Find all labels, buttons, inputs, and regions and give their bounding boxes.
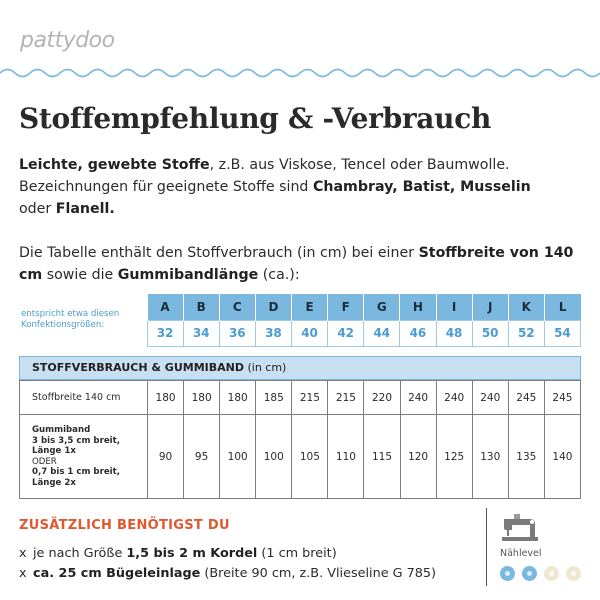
size-number: 50 xyxy=(472,320,508,346)
table-cell: 95 xyxy=(184,415,220,499)
table-intro-bold-2: Gummibandlänge xyxy=(117,267,259,283)
elastic-line-1: Gummiband xyxy=(32,425,91,435)
size-letter: G xyxy=(364,294,400,320)
item-pre: je nach Größe xyxy=(33,546,127,561)
size-label: entspricht etwa diesen Konfektionsgrößen: xyxy=(21,309,120,330)
level-dot-center xyxy=(571,571,576,576)
extra-list xyxy=(19,544,436,584)
table-cell: 120 xyxy=(400,415,436,499)
sewing-machine-icon xyxy=(500,510,540,544)
table-intro-post: (ca.): xyxy=(258,267,300,283)
elastic-line-3: Länge 1x xyxy=(32,446,76,456)
table-cell: 115 xyxy=(364,415,400,499)
size-letter: D xyxy=(255,294,291,320)
table-cell: 240 xyxy=(436,381,472,415)
table-cell: 110 xyxy=(328,415,364,499)
list-item xyxy=(19,544,436,564)
table-intro-mid: sowie die xyxy=(42,267,118,283)
table-cell: 180 xyxy=(220,381,256,415)
size-letter: A xyxy=(147,294,183,320)
table-cell: 180 xyxy=(148,381,184,415)
size-letter: I xyxy=(436,294,472,320)
table-row xyxy=(20,415,581,499)
size-number: 34 xyxy=(183,320,219,346)
vertical-divider xyxy=(486,508,487,586)
extra-title: ZUSÄTZLICH BENÖTIGST DU xyxy=(19,518,230,533)
table-cell: 100 xyxy=(256,415,292,499)
table-cell: 140 xyxy=(544,415,580,499)
table-cell: 245 xyxy=(508,381,544,415)
level-dot xyxy=(500,566,515,581)
page-title: Stoffempfehlung & -Verbrauch xyxy=(19,102,492,135)
size-letter: J xyxy=(472,294,508,320)
size-number: 44 xyxy=(364,320,400,346)
table-intro-bold-1: Stoffbreite von 140 cm xyxy=(19,245,574,283)
list-item xyxy=(19,564,436,584)
size-number: 42 xyxy=(328,320,364,346)
table-cell: 105 xyxy=(292,415,328,499)
intro-bold-2: Chambray, Batist, Musselin xyxy=(312,179,531,195)
table-cell: 180 xyxy=(184,381,220,415)
size-letter: L xyxy=(544,294,580,320)
sewing-level-dots xyxy=(500,566,581,581)
size-letter: B xyxy=(183,294,219,320)
size-letter: F xyxy=(328,294,364,320)
intro-text-3: oder xyxy=(19,201,56,217)
size-number: 48 xyxy=(436,320,472,346)
size-letter: H xyxy=(400,294,436,320)
table-cell: 240 xyxy=(400,381,436,415)
size-table xyxy=(19,294,581,347)
intro-bold-1: Leichte, gewebte Stoffe xyxy=(19,157,210,173)
table-intro xyxy=(19,242,589,286)
elastic-line-2: 3 bis 3,5 cm breit, xyxy=(32,435,120,446)
item-post: (1 cm breit) xyxy=(257,546,337,561)
item-bold: 1,5 bis 2 m Kordel xyxy=(126,546,258,561)
pattydoo-logo: pattydoo xyxy=(20,28,115,53)
level-dot-center xyxy=(527,571,532,576)
elastic-line-6: Länge 2x xyxy=(32,477,76,488)
section-header xyxy=(19,356,581,380)
level-dot xyxy=(522,566,537,581)
table-cell: 100 xyxy=(220,415,256,499)
size-number: 52 xyxy=(508,320,544,346)
item-post: (Breite 90 cm, z.B. Vlieseline G 785) xyxy=(200,566,437,581)
table-cell: 240 xyxy=(472,381,508,415)
wave-divider xyxy=(0,64,600,82)
size-number: 32 xyxy=(147,320,183,346)
level-dot-center xyxy=(549,571,554,576)
table-cell: 185 xyxy=(256,381,292,415)
size-number: 54 xyxy=(544,320,580,346)
level-dot-center xyxy=(505,571,510,576)
table-cell: 215 xyxy=(292,381,328,415)
table-cell: 90 xyxy=(148,415,184,499)
size-letters-row xyxy=(19,294,581,320)
section-title: STOFFVERBRAUCH & GUMMIBAND xyxy=(32,361,244,374)
table-cell: 245 xyxy=(544,381,580,415)
list-marker: x xyxy=(19,566,27,581)
intro-text-1: , z.B. aus Viskose, Tencel oder Baumwolle. xyxy=(209,157,510,173)
size-letter: K xyxy=(508,294,544,320)
size-number: 46 xyxy=(400,320,436,346)
sewing-level-label: Nählevel xyxy=(500,548,542,559)
row-label-fabric: Stoffbreite 140 cm xyxy=(20,381,148,415)
intro-bold-3: Flanell. xyxy=(55,201,115,217)
level-dot xyxy=(566,566,581,581)
item-bold: ca. 25 cm Bügeleinlage xyxy=(33,566,201,581)
table-cell: 135 xyxy=(508,415,544,499)
table-cell: 125 xyxy=(436,415,472,499)
table-cell: 220 xyxy=(364,381,400,415)
size-number: 36 xyxy=(219,320,255,346)
level-dot xyxy=(544,566,559,581)
size-number: 38 xyxy=(255,320,291,346)
size-number: 40 xyxy=(292,320,328,346)
consumption-table xyxy=(19,380,581,499)
elastic-line-5: 0,7 bis 1 cm breit, xyxy=(32,467,120,477)
size-letter: E xyxy=(292,294,328,320)
table-intro-pre: Die Tabelle enthält den Stoffverbrauch (in cm) bei einer xyxy=(19,245,419,261)
size-letter: C xyxy=(219,294,255,320)
table-row xyxy=(20,381,581,415)
row-label-elastic xyxy=(20,415,148,499)
intro-text-2: Bezeichnungen für geeignete Stoffe sind xyxy=(19,179,313,195)
fabric-recommendation xyxy=(19,154,589,220)
table-cell: 130 xyxy=(472,415,508,499)
section-unit: (in cm) xyxy=(243,361,287,374)
table-cell: 215 xyxy=(328,381,364,415)
elastic-line-4: ODER xyxy=(32,456,57,467)
list-marker: x xyxy=(19,546,27,561)
